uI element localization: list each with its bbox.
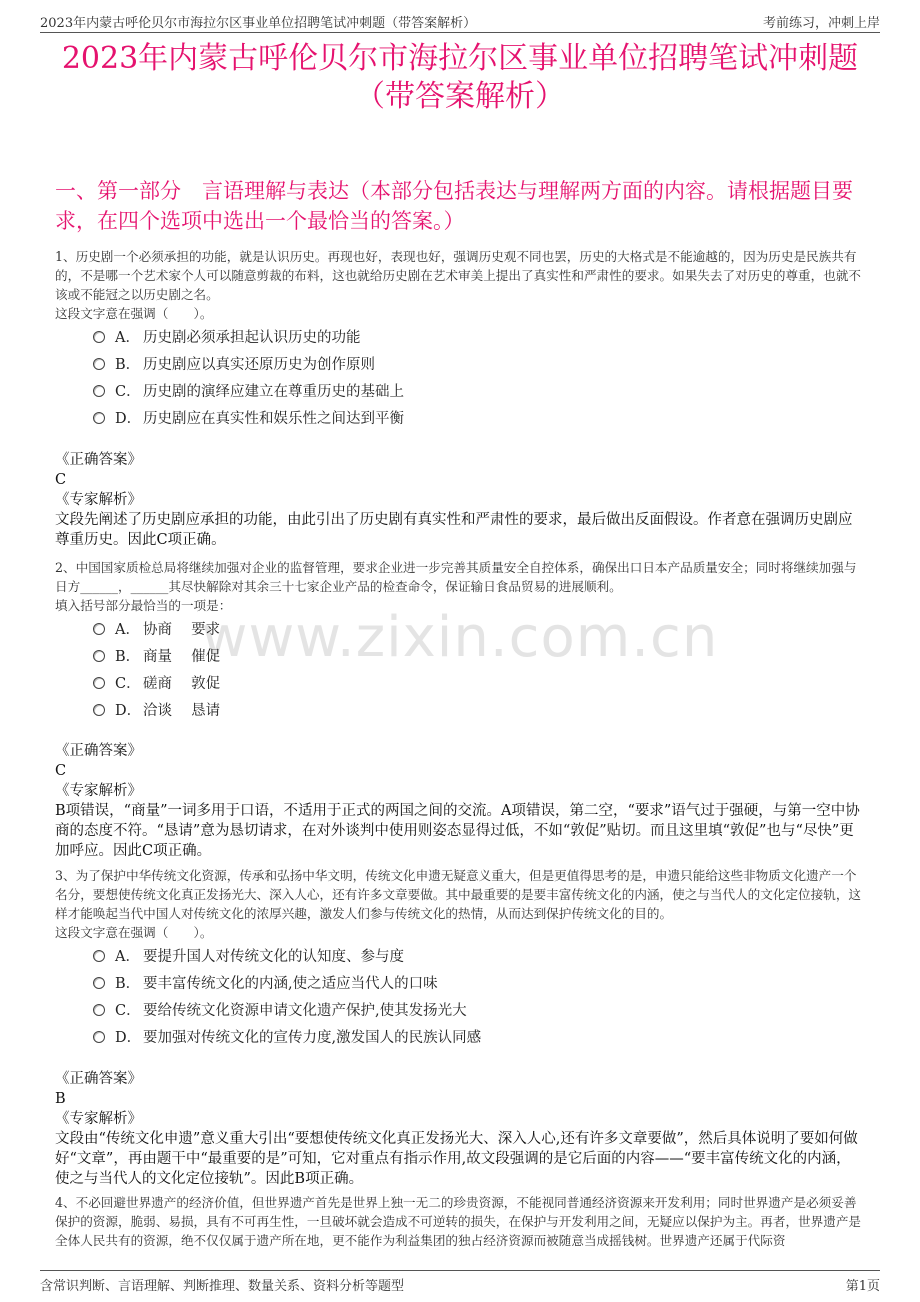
option-d[interactable]: D． 洽谈 恳请 [93,696,220,723]
section-heading: 一、第一部分 言语理解与表达（本部分包括表达与理解两方面的内容。请根据题目要求，在四个选项中选出一个最恰当的答案。） [55,179,853,233]
analysis-text: 文段先阐述了历史剧应承担的功能，由此引出了历史剧有真实性和严肃性的要求，最后做出反面假设。作者意在强调历史剧应尊重历史。因此C项正确。 [55,512,853,548]
options-list-3 [93,942,481,1050]
radio-icon[interactable] [93,1004,105,1016]
answer-value: C [55,472,67,488]
option-a[interactable]: A． 历史剧必须承担起认识历史的功能 [93,323,404,350]
analysis-label: 《专家解析》 [55,1111,142,1127]
analysis-text: 文段由“传统文化申遗”意义重大引出“要想使传统文化真正发扬光大、深入人心,还有许多文章要做”，然后具体说明了要如何做好“文章”，再由题干中“最重要的是”可知，它对重点有指示作用,故文段强调的是它后面的内容——“要丰富传统文化的内涵，使之与当代人的文化定位接轨”。因此B项正确。 [55,1131,858,1187]
option-b[interactable]: B． 要丰富传统文化的内涵,使之适应当代人的口味 [93,969,481,996]
radio-icon[interactable] [93,977,105,989]
page-header [40,10,880,33]
radio-icon[interactable] [93,950,105,962]
radio-icon[interactable] [93,704,105,716]
title-line-2: （带答案解析） [355,79,565,114]
option-b[interactable]: B． 历史剧应以真实还原历史为创作原则 [93,350,404,377]
header-slogan: 考前练习，冲刺上岸 [762,16,880,31]
analysis-text: B项错误，“商量”一词多用于口语，不适用于正式的两国之间的交流。A项错误，第二空，“要求”语气过于强硬，与第一空中协商的态度不符。“恳请”意为恳切请求，在对外谈判中使用则姿态显得过低，不如“敦促”贴切。而且这里填“敦促”也与“尽快”更加呼应。因此C项正确。 [55,803,860,859]
question-stem-1 [55,247,865,323]
question-text: 1、历史剧一个必须承担的功能，就是认识历史。再现也好，表现也好，强调历史观不同也罢，历史的大格式是不能逾越的，因为历史是民族共有的，不是哪一个艺术家个人可以随意剪裁的布料，这也就给历史剧在艺术审美上提出了真实性和严肃性的要求。如果失去了对历史的尊重，也就不该或不能冠之以历史剧之名。 [55,249,861,302]
watermark: www.zixin.com.cn [201,605,719,670]
radio-icon[interactable] [93,385,105,397]
question-ask: 这段文字意在强调（ ）。 [55,306,213,321]
question-text: 2、中国国家质检总局将继续加强对企业的监督管理，要求企业进一步完善其质量安全自控体系，确保出口日本产品质量安全；同时将继续加强与日方______，______其尽快解除对其余三十七家企业产品的检查命令，保证输日食品贸易的进展顺利。 [55,560,857,594]
question-stem-3 [55,866,865,942]
radio-icon[interactable] [93,623,105,635]
question-ask: 填入括号部分最恰当的一项是： [55,598,232,613]
answer-value: B [55,1091,66,1107]
option-c[interactable]: C． 历史剧的演绎应建立在尊重历史的基础上 [93,377,404,404]
radio-icon[interactable] [93,412,105,424]
answer-label: 《正确答案》 [55,1071,142,1087]
analysis-label: 《专家解析》 [55,492,142,508]
option-c[interactable]: C． 磋商 敦促 [93,669,220,696]
radio-icon[interactable] [93,1031,105,1043]
answer-label: 《正确答案》 [55,452,142,468]
radio-icon[interactable] [93,358,105,370]
option-a[interactable]: A． 协商 要求 [93,615,220,642]
option-a[interactable]: A． 要提升国人对传统文化的认知度、参与度 [93,942,481,969]
option-b[interactable]: B． 商量 催促 [93,642,220,669]
radio-icon[interactable] [93,677,105,689]
answer-label: 《正确答案》 [55,743,142,759]
option-d[interactable]: D． 历史剧应在真实性和娱乐性之间达到平衡 [93,404,404,431]
answer-block-2 [55,741,865,861]
document-title [40,40,880,116]
page-footer [40,1270,880,1295]
options-list-1 [93,323,404,431]
header-title: 2023年内蒙古呼伦贝尔市海拉尔区事业单位招聘笔试冲刺题（带答案解析） [40,16,477,31]
question-stem-4 [55,1193,865,1250]
question-text: 4、不必回避世界遗产的经济价值，但世界遗产首先是世界上独一无二的珍贵资源，不能视同普通经济资源来开发利用；同时世界遗产是必须妥善保护的资源，脆弱、易损，具有不可再生性，一旦破坏就会造成不可逆转的损失，在保护与开发利用之间，无疑应以保护为主。再者，世界遗产是全体人民共有的资源，绝不仅仅属于遗产所在地，更不能作为利益集团的独占经济资源而被随意当成摇钱树。世界遗产还属于代际资 [55,1195,861,1248]
answer-block-3 [55,1069,865,1189]
option-d[interactable]: D． 要加强对传统文化的宣传力度,激发国人的民族认同感 [93,1023,481,1050]
question-text: 3、为了保护中华传统文化资源，传承和弘扬中华文明，传统文化申遗无疑意义重大，但是更值得思考的是，申遗只能给这些非物质文化遗产一个名分，要想使传统文化真正发扬光大、深入人心，还有许多文章要做。其中最重要的是要丰富传统文化的内涵，使之与当代人的文化定位接轨，这样才能唤起当代中国人对传统文化的浓厚兴趣，激发人们参与传统文化的热情，从而达到保护传统文化的目的。 [55,868,861,921]
answer-value: C [55,763,67,779]
title-line-1: 2023年内蒙古呼伦贝尔市海拉尔区事业单位招聘笔试冲刺题 [61,41,859,76]
radio-icon[interactable] [93,650,105,662]
page-number: 第1页 [845,1279,880,1294]
analysis-label: 《专家解析》 [55,783,142,799]
answer-block-1 [55,450,865,550]
question-stem-2 [55,558,865,615]
question-ask: 这段文字意在强调（ ）。 [55,925,213,940]
radio-icon[interactable] [93,331,105,343]
option-c[interactable]: C． 要给传统文化资源申请文化遗产保护,使其发扬光大 [93,996,481,1023]
options-list-2 [93,615,220,723]
footer-note: 含常识判断、言语理解、判断推理、数量关系、资料分析等题型 [40,1279,405,1294]
